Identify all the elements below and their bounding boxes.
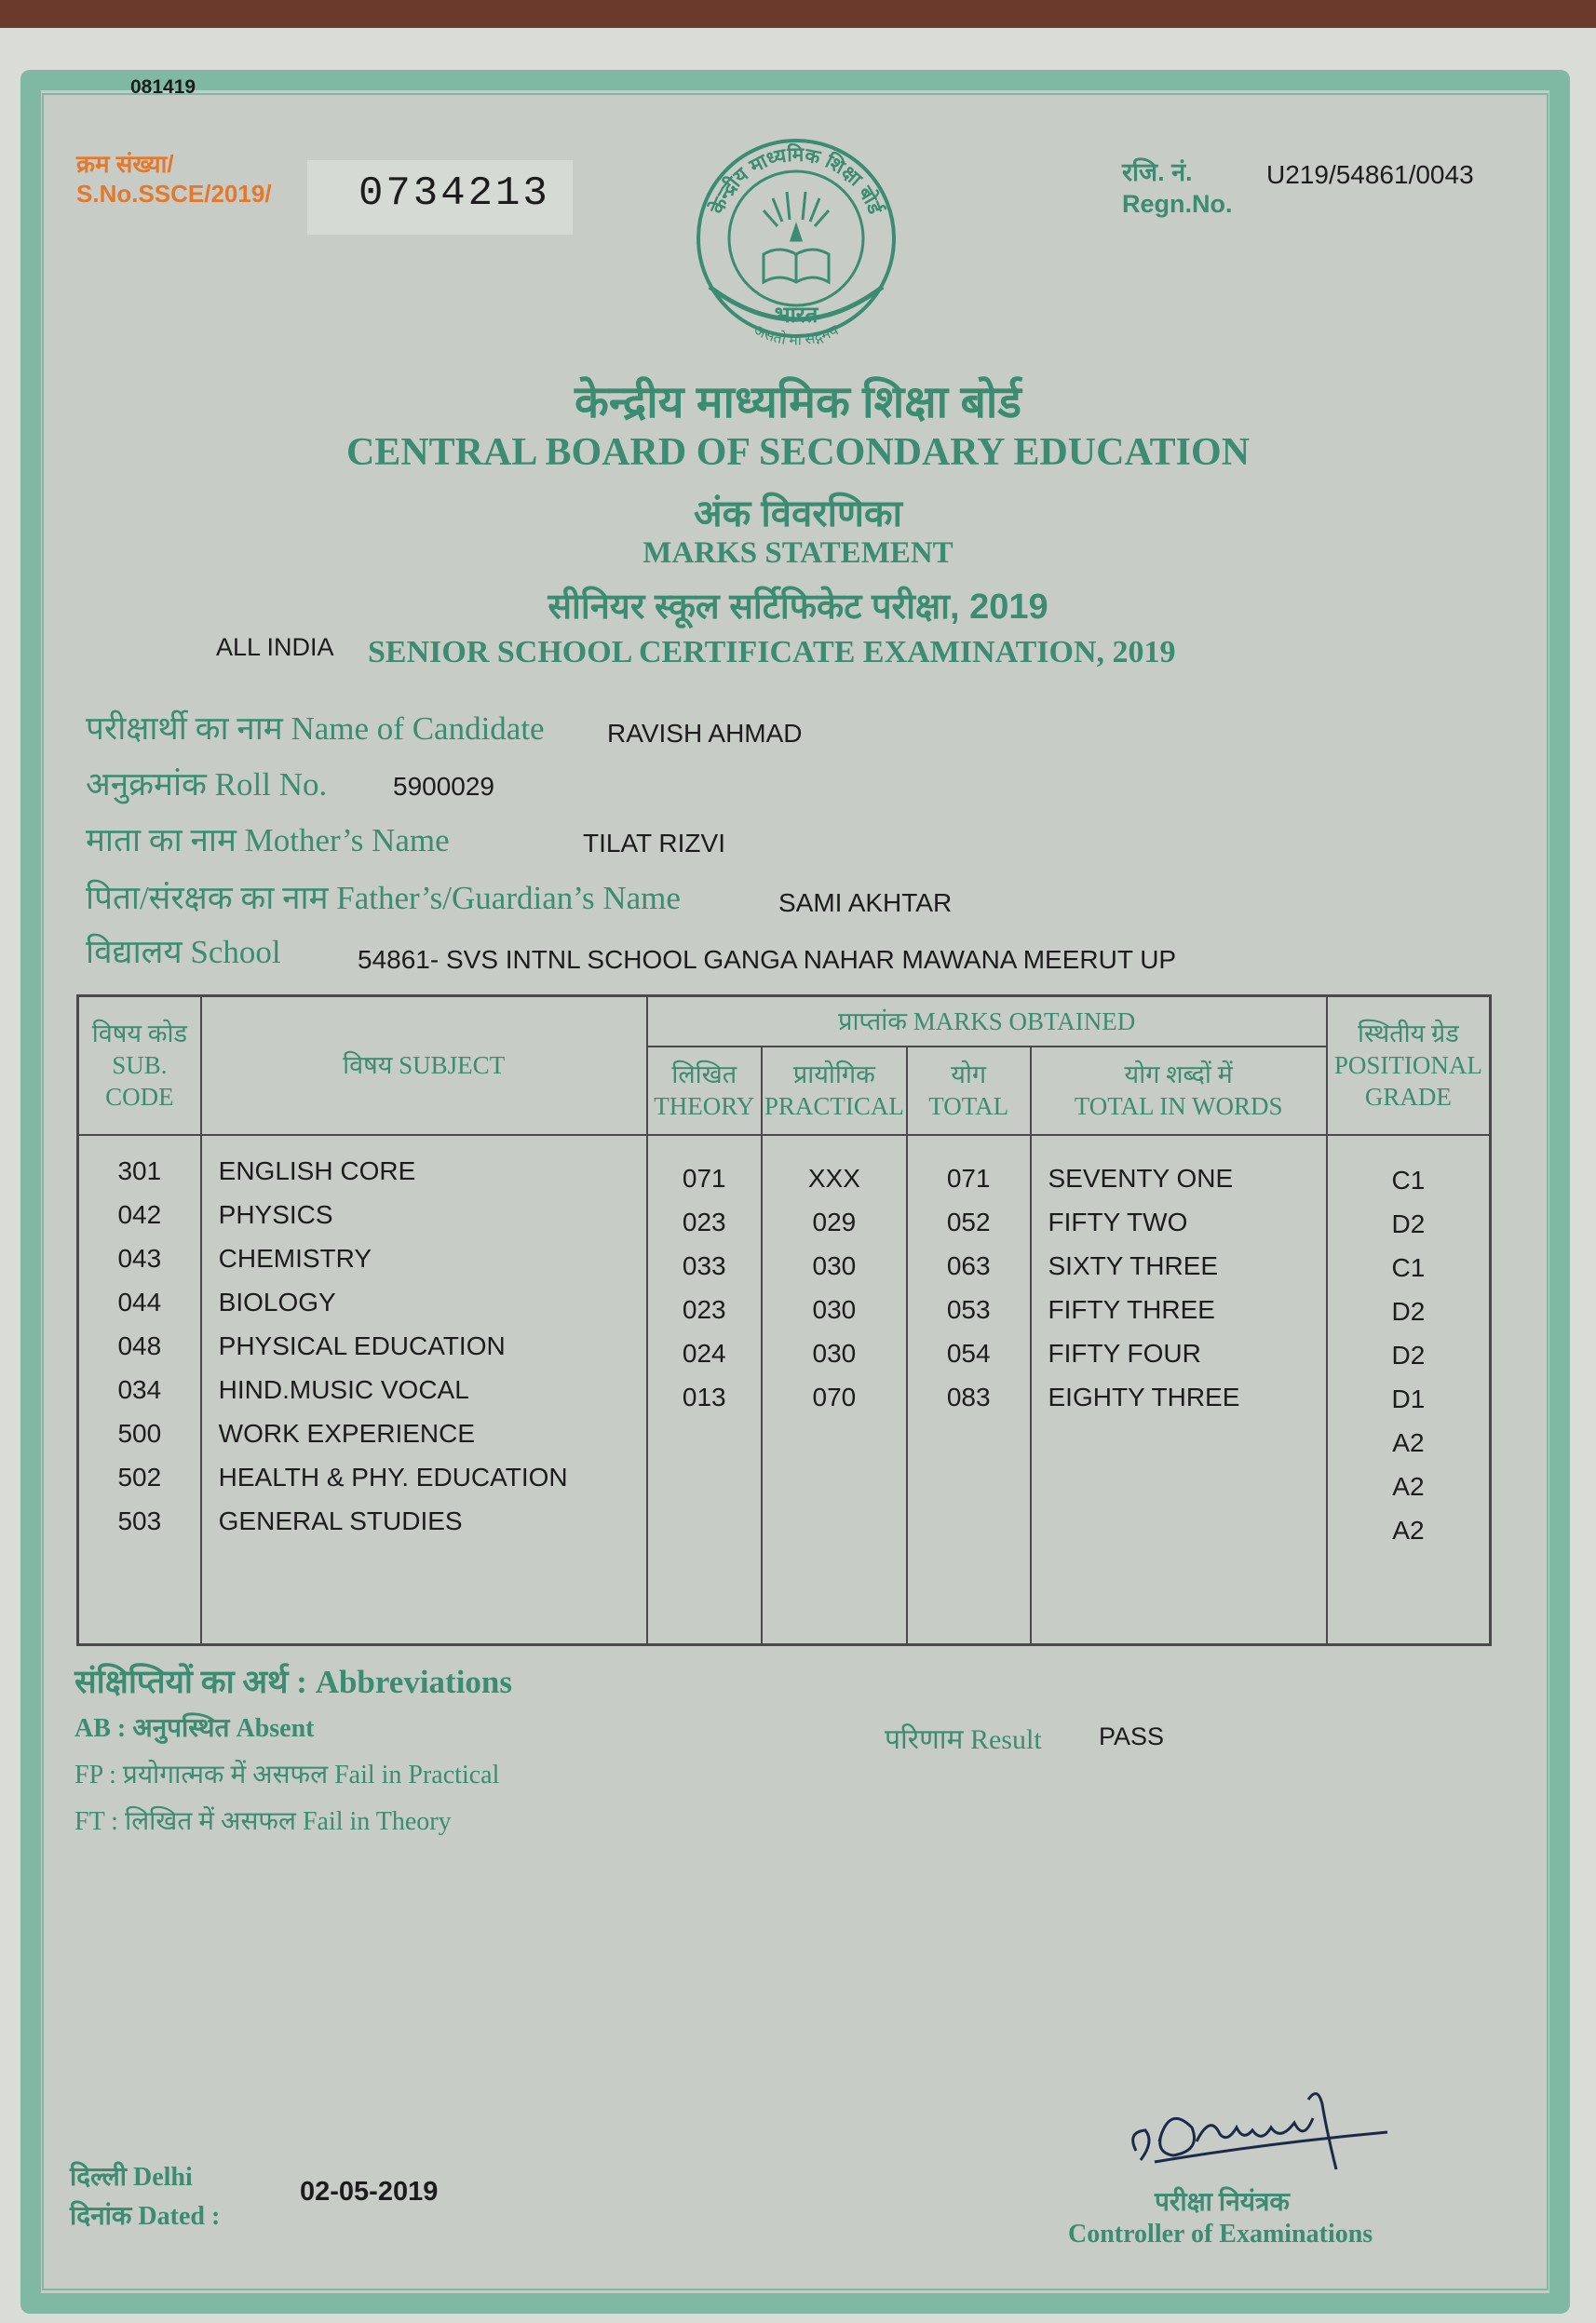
cell-subject: GENERAL STUDIES — [218, 1506, 463, 1535]
roll-label-en: Roll No. — [214, 766, 328, 803]
cell-subject: HEALTH & PHY. EDUCATION — [218, 1462, 568, 1492]
cell-words: FIFTY TWO — [1048, 1207, 1188, 1236]
cell-grade: C1 — [1391, 1252, 1426, 1282]
candidate-name: RAVISH AHMAD — [607, 719, 803, 748]
cell-grade: C1 — [1391, 1165, 1426, 1195]
emblem-motto: असतो मा सद्गमय — [751, 322, 842, 349]
exam-title-hindi: सीनियर स्कूल सर्टिफिकेट परीक्षा, 2019 — [548, 588, 1048, 627]
header-subject — [201, 996, 647, 1135]
header-grade-en1: POSITIONAL — [1333, 1051, 1482, 1080]
regn-label — [1122, 156, 1233, 220]
cell-words: SEVENTY ONE — [1048, 1163, 1234, 1193]
abbrev-absent: AB : अनुपस्थित Absent — [74, 1714, 315, 1743]
school-label-en: School — [190, 934, 281, 970]
serial-number: 0734213 — [358, 170, 550, 217]
date-value: 02-05-2019 — [300, 2177, 439, 2207]
serial-label — [76, 149, 272, 209]
school-name: 54861- SVS INTNL SCHOOL GANGA NAHAR MAWANA MEERUT UP — [358, 945, 1177, 974]
header-theory-hindi: लिखित — [671, 1060, 737, 1089]
place-hindi: दिल्ली — [70, 2163, 127, 2192]
doc-title-en: MARKS STATEMENT — [642, 536, 954, 570]
cell-grade: A2 — [1392, 1427, 1425, 1457]
exam-title-en: SENIOR SCHOOL CERTIFICATE EXAMINATION, 2019 — [368, 635, 1176, 669]
mother-name: TILAT RIZVI — [583, 829, 725, 858]
cell-theory: 013 — [682, 1382, 726, 1411]
cell-practical: 070 — [812, 1382, 857, 1411]
mother-label-en: Mother’s Name — [244, 822, 450, 858]
header-practical-hindi: प्रायोगिक — [792, 1060, 875, 1089]
header-total — [907, 1047, 1031, 1135]
name-label-hindi: परीक्षार्थी का नाम — [86, 710, 283, 747]
dated-hindi: दिनांक — [70, 2202, 132, 2231]
cell-code: 500 — [117, 1418, 162, 1448]
col-total-words — [1031, 1135, 1327, 1645]
svg-text:केन्द्रीय माध्यमिक शिक्षा बोर् — [705, 142, 888, 218]
cell-practical: XXX — [807, 1163, 860, 1193]
name-label-en: Name of Candidate — [291, 710, 545, 747]
header-marks-hindi: प्राप्तांक — [838, 1006, 907, 1035]
abbreviations-title-en: Abbreviations — [315, 1664, 513, 1700]
father-label-hindi: पिता/संरक्षक का नाम — [86, 880, 329, 916]
header-marks-en: MARKS OBTAINED — [913, 1006, 1136, 1035]
header-grade-hindi: स्थितीय ग्रेड — [1358, 1020, 1459, 1048]
cell-grade: D1 — [1391, 1384, 1426, 1413]
school-label-hindi: विद्यालय — [86, 934, 183, 970]
cell-practical: 030 — [812, 1294, 857, 1324]
header-theory — [647, 1047, 762, 1135]
abbreviations-title-hindi: संक्षिप्तियों का अर्थ : — [74, 1664, 307, 1700]
cell-subject: PHYSICAL EDUCATION — [218, 1330, 506, 1360]
cell-total: 063 — [946, 1250, 991, 1280]
cell-subject: PHYSICS — [218, 1199, 333, 1229]
controller-hindi: परीक्षा नियंत्रक — [1155, 2188, 1290, 2217]
cell-subject: HIND.MUSIC VOCAL — [218, 1374, 469, 1404]
header-code-en1: SUB. — [112, 1051, 168, 1080]
place-en: Delhi — [132, 2163, 193, 2192]
cell-grade: D2 — [1391, 1296, 1426, 1326]
header-words-hindi: योग शब्दों में — [1124, 1060, 1233, 1089]
header-theory-en: THEORY — [654, 1092, 755, 1121]
cell-words: FIFTY FOUR — [1048, 1338, 1201, 1368]
cell-code: 502 — [117, 1462, 162, 1492]
col-grade — [1327, 1135, 1491, 1645]
cell-total: 083 — [946, 1382, 991, 1411]
father-label — [86, 875, 681, 919]
cell-code: 043 — [117, 1243, 162, 1273]
cell-code: 048 — [117, 1330, 162, 1360]
cell-subject: BIOLOGY — [218, 1287, 336, 1317]
regn-label-hindi: रजि. नं. — [1122, 158, 1193, 186]
cell-code: 503 — [117, 1506, 162, 1535]
name-label — [86, 706, 545, 750]
controller-en: Controller of Examinations — [1068, 2220, 1373, 2249]
cell-practical: 029 — [812, 1207, 857, 1236]
cell-total: 071 — [946, 1163, 991, 1193]
regn-label-en: Regn.No. — [1122, 190, 1233, 218]
cell-code: 301 — [117, 1155, 162, 1185]
mother-label-hindi: माता का नाम — [86, 822, 237, 858]
col-code — [78, 1135, 201, 1645]
table-header-row-1 — [78, 996, 1491, 1047]
father-name: SAMI AKHTAR — [778, 888, 953, 917]
cell-subject: ENGLISH CORE — [218, 1155, 416, 1185]
place — [70, 2158, 193, 2194]
top-code: 081419 — [130, 76, 196, 98]
header-total-hindi: योग — [951, 1060, 987, 1089]
header-marks-obtained — [647, 996, 1327, 1047]
emblem-text-top: केन्द्रीय माध्यमिक शिक्षा बोर्ड — [706, 143, 886, 218]
cbse-emblem — [689, 138, 903, 361]
result-value: PASS — [1099, 1722, 1165, 1750]
exam-prefix: ALL INDIA — [216, 633, 334, 661]
abbrev-fail-practical: FP : प्रयोगात्मक में असफल Fail in Practical — [74, 1761, 500, 1790]
emblem-text-bharat: भारत — [774, 303, 818, 328]
cell-practical: 030 — [812, 1338, 857, 1368]
col-total — [907, 1135, 1031, 1645]
header-subject-en: SUBJECT — [399, 1051, 506, 1080]
doc-title-hindi: अंक विवरणिका — [694, 493, 902, 534]
header-sub-code — [78, 996, 201, 1135]
header-practical-en: PRACTICAL — [764, 1092, 904, 1121]
serial-label-hindi: क्रम संख्या/ — [76, 150, 174, 178]
cell-practical: 030 — [812, 1250, 857, 1280]
header-code-en2: CODE — [105, 1083, 174, 1112]
cell-total: 054 — [946, 1338, 991, 1368]
cell-total: 053 — [946, 1294, 991, 1324]
school-label — [86, 929, 281, 973]
cell-total: 052 — [946, 1207, 991, 1236]
cell-theory: 023 — [682, 1207, 726, 1236]
roll-label — [86, 762, 327, 805]
cell-code: 034 — [117, 1374, 162, 1404]
serial-label-en: S.No.SSCE/2019/ — [76, 180, 272, 208]
header-code-hindi: विषय कोड — [91, 1020, 187, 1048]
table-body — [78, 1135, 1491, 1645]
cell-grade: A2 — [1392, 1471, 1425, 1501]
cell-subject: CHEMISTRY — [218, 1243, 372, 1273]
cell-code: 044 — [117, 1287, 162, 1317]
board-title-hindi: केन्द्रीय माध्यमिक शिक्षा बोर्ड — [575, 378, 1021, 427]
controller-signature — [1117, 2076, 1397, 2179]
mother-label — [86, 817, 450, 861]
cell-code: 042 — [117, 1199, 162, 1229]
result-label-en: Result — [969, 1724, 1042, 1755]
abbrev-fail-theory: FT : लिखित में असफल Fail in Theory — [74, 1807, 452, 1836]
cell-theory: 023 — [682, 1294, 726, 1324]
header-practical — [762, 1047, 907, 1135]
header-total-en: TOTAL — [928, 1092, 1009, 1121]
cell-theory: 033 — [682, 1250, 726, 1280]
cell-grade: A2 — [1392, 1515, 1425, 1545]
dated-en: Dated : — [138, 2202, 221, 2231]
col-theory — [647, 1135, 762, 1645]
cell-theory: 071 — [682, 1163, 726, 1193]
roll-label-hindi: अनुक्रमांक — [86, 766, 207, 803]
header-grade-en2: GRADE — [1364, 1083, 1452, 1112]
abbreviations-title — [74, 1659, 512, 1703]
board-title-en: CENTRAL BOARD OF SECONDARY EDUCATION — [345, 431, 1251, 474]
header-total-words — [1031, 1047, 1327, 1135]
result-label-hindi: परिणाम — [885, 1724, 964, 1755]
roll-number: 5900029 — [393, 772, 495, 801]
cell-words: EIGHTY THREE — [1048, 1382, 1240, 1411]
header-grade — [1327, 996, 1491, 1135]
result-label — [885, 1719, 1042, 1757]
cell-theory: 024 — [682, 1338, 726, 1368]
dated-label — [70, 2197, 220, 2233]
header-subject-hindi: विषय — [343, 1051, 393, 1080]
cell-grade: D2 — [1391, 1209, 1426, 1238]
col-subject — [201, 1135, 647, 1645]
col-practical — [762, 1135, 907, 1645]
cell-grade: D2 — [1391, 1340, 1426, 1370]
cell-words: FIFTY THREE — [1048, 1294, 1215, 1324]
marks-table — [76, 994, 1492, 1646]
header-words-en: TOTAL IN WORDS — [1074, 1092, 1283, 1121]
father-label-en: Father’s/Guardian’s Name — [336, 880, 681, 916]
cell-words: SIXTY THREE — [1048, 1250, 1219, 1280]
cell-subject: WORK EXPERIENCE — [218, 1418, 476, 1448]
regn-number: U219/54861/0043 — [1266, 160, 1474, 189]
